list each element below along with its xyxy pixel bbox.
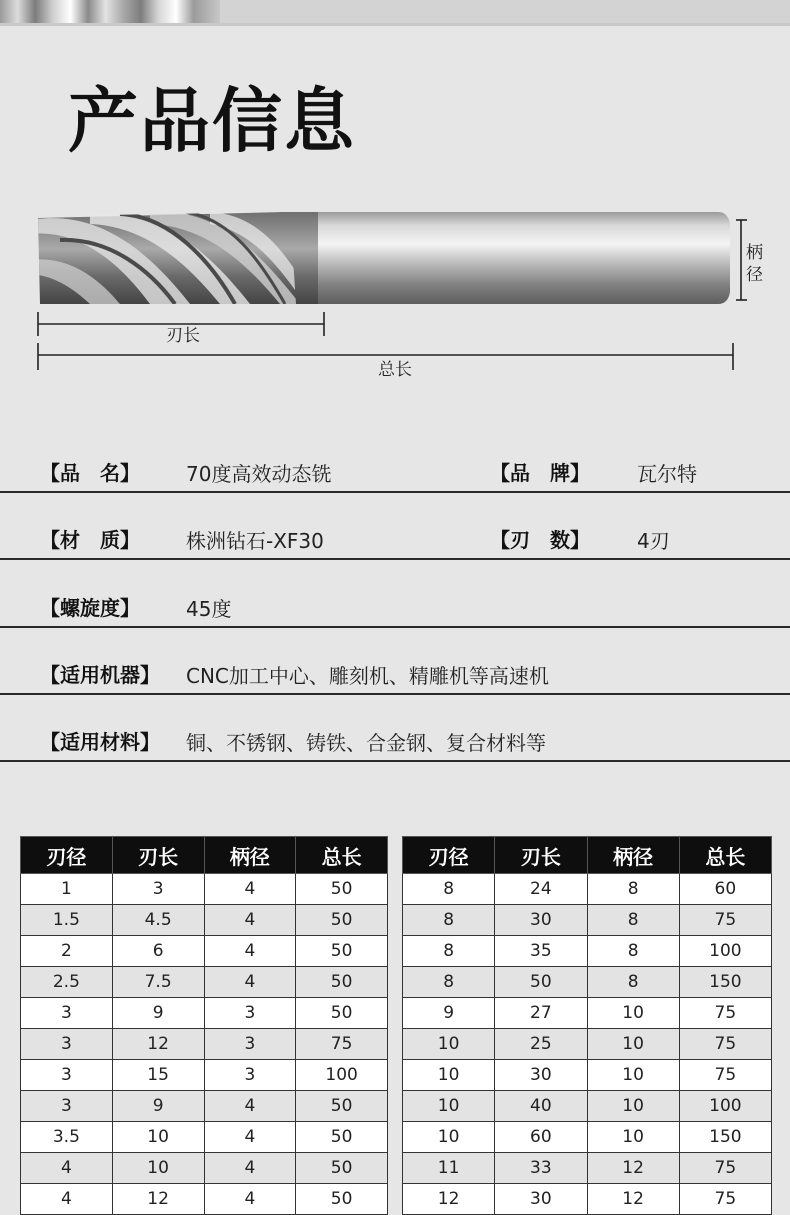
table-row bbox=[21, 1184, 388, 1215]
spec-row-material-flutes bbox=[0, 520, 790, 560]
table-cell: 3 bbox=[204, 1060, 296, 1091]
table-row bbox=[21, 998, 388, 1029]
table-cell: 75 bbox=[296, 1029, 388, 1060]
table-row bbox=[403, 1091, 772, 1122]
table-cell: 30 bbox=[495, 1060, 587, 1091]
table-cell: 10 bbox=[403, 1122, 495, 1153]
spec-row-machines bbox=[0, 655, 790, 695]
table-cell: 100 bbox=[679, 936, 771, 967]
table-cell: 10 bbox=[403, 1091, 495, 1122]
table-cell: 4 bbox=[21, 1184, 113, 1215]
table-cell: 4 bbox=[204, 1153, 296, 1184]
table-cell: 12 bbox=[112, 1029, 204, 1060]
table-cell: 12 bbox=[112, 1184, 204, 1215]
table-cell: 27 bbox=[495, 998, 587, 1029]
spec-key: 【螺旋度】 bbox=[40, 596, 140, 620]
header-flute-diameter: 刃径 bbox=[21, 837, 113, 874]
table-cell: 1.5 bbox=[21, 905, 113, 936]
table-cell: 30 bbox=[495, 1184, 587, 1215]
spec-row-materials bbox=[0, 722, 790, 762]
table-cell: 3 bbox=[204, 998, 296, 1029]
header-flute-length: 刃长 bbox=[112, 837, 204, 874]
table-cell: 6 bbox=[112, 936, 204, 967]
table-cell: 4 bbox=[21, 1153, 113, 1184]
table-cell: 10 bbox=[587, 1029, 679, 1060]
table-cell: 10 bbox=[587, 1122, 679, 1153]
header-shank-diameter: 柄径 bbox=[587, 837, 679, 874]
table-cell: 3 bbox=[112, 874, 204, 905]
table-cell: 10 bbox=[587, 1060, 679, 1091]
table-cell: 2.5 bbox=[21, 967, 113, 998]
spec-value: 4刃 bbox=[637, 529, 670, 553]
table-cell: 4 bbox=[204, 967, 296, 998]
flute-length-label: 刃长 bbox=[166, 326, 200, 346]
spec-key: 【适用机器】 bbox=[40, 663, 160, 687]
table-cell: 50 bbox=[296, 1153, 388, 1184]
table-cell: 75 bbox=[679, 1153, 771, 1184]
divider bbox=[0, 626, 790, 628]
table-cell: 8 bbox=[403, 905, 495, 936]
table-cell: 2 bbox=[21, 936, 113, 967]
table-cell: 50 bbox=[296, 905, 388, 936]
table-cell: 50 bbox=[296, 874, 388, 905]
table-cell: 33 bbox=[495, 1153, 587, 1184]
spec-value: 瓦尔特 bbox=[637, 462, 697, 486]
table-cell: 50 bbox=[296, 936, 388, 967]
table-row bbox=[403, 874, 772, 905]
spec-value: 铜、不锈钢、铸铁、合金钢、复合材料等 bbox=[186, 731, 546, 755]
table-cell: 4 bbox=[204, 905, 296, 936]
spec-row-helix bbox=[0, 588, 790, 628]
header-flute-length: 刃长 bbox=[495, 837, 587, 874]
table-cell: 3 bbox=[21, 998, 113, 1029]
table-row bbox=[21, 967, 388, 998]
table-cell: 50 bbox=[296, 1091, 388, 1122]
page-title: 产品信息 bbox=[68, 80, 356, 162]
table-cell: 10 bbox=[587, 998, 679, 1029]
table-cell: 60 bbox=[495, 1122, 587, 1153]
table-row bbox=[403, 936, 772, 967]
table-cell: 3.5 bbox=[21, 1122, 113, 1153]
table-cell: 30 bbox=[495, 905, 587, 936]
table-cell: 50 bbox=[495, 967, 587, 998]
table-cell: 8 bbox=[403, 874, 495, 905]
total-length-label: 总长 bbox=[378, 360, 412, 380]
table-cell: 8 bbox=[403, 967, 495, 998]
table-row bbox=[21, 1122, 388, 1153]
table-cell: 75 bbox=[679, 905, 771, 936]
table-cell: 7.5 bbox=[112, 967, 204, 998]
table-cell: 1 bbox=[21, 874, 113, 905]
table-row bbox=[21, 905, 388, 936]
table-cell: 40 bbox=[495, 1091, 587, 1122]
table-cell: 10 bbox=[403, 1060, 495, 1091]
header-total-length: 总长 bbox=[679, 837, 771, 874]
table-cell: 10 bbox=[587, 1091, 679, 1122]
table-cell: 150 bbox=[679, 967, 771, 998]
shank-diameter-label: 柄径 bbox=[746, 243, 763, 285]
divider bbox=[0, 760, 790, 762]
table-cell: 3 bbox=[21, 1091, 113, 1122]
header-shank-diameter: 柄径 bbox=[204, 837, 296, 874]
spec-value: 45度 bbox=[186, 597, 232, 621]
table-cell: 75 bbox=[679, 1184, 771, 1215]
divider bbox=[0, 491, 790, 493]
table-row bbox=[403, 998, 772, 1029]
top-product-image-strip bbox=[0, 0, 790, 26]
table-cell: 75 bbox=[679, 1029, 771, 1060]
spec-value: 株洲钻石-XF30 bbox=[186, 529, 324, 553]
table-cell: 9 bbox=[403, 998, 495, 1029]
table-cell: 50 bbox=[296, 967, 388, 998]
spec-key: 【刃 数】 bbox=[490, 528, 590, 552]
divider bbox=[0, 693, 790, 695]
table-row bbox=[21, 1060, 388, 1091]
spec-key: 【品 牌】 bbox=[490, 461, 590, 485]
table-cell: 8 bbox=[587, 967, 679, 998]
table-row bbox=[403, 1029, 772, 1060]
header-flute-diameter: 刃径 bbox=[403, 837, 495, 874]
size-table-right bbox=[402, 836, 772, 1215]
divider bbox=[0, 558, 790, 560]
table-row bbox=[403, 905, 772, 936]
table-cell: 35 bbox=[495, 936, 587, 967]
size-table-left bbox=[20, 836, 388, 1215]
divider bbox=[0, 23, 790, 26]
spec-key: 【品 名】 bbox=[40, 461, 140, 485]
shank bbox=[280, 212, 730, 304]
table-cell: 50 bbox=[296, 1184, 388, 1215]
table-cell: 50 bbox=[296, 998, 388, 1029]
spec-row-name-brand bbox=[0, 453, 790, 493]
table-cell: 4 bbox=[204, 936, 296, 967]
table-cell: 10 bbox=[112, 1153, 204, 1184]
table-cell: 10 bbox=[112, 1122, 204, 1153]
table-cell: 4 bbox=[204, 1184, 296, 1215]
table-cell: 12 bbox=[587, 1184, 679, 1215]
table-cell: 9 bbox=[112, 1091, 204, 1122]
table-cell: 100 bbox=[296, 1060, 388, 1091]
table-cell: 9 bbox=[112, 998, 204, 1029]
table-cell: 8 bbox=[587, 936, 679, 967]
table-row bbox=[21, 874, 388, 905]
table-row bbox=[21, 1091, 388, 1122]
table-cell: 4 bbox=[204, 1091, 296, 1122]
table-cell: 11 bbox=[403, 1153, 495, 1184]
table-cell: 4 bbox=[204, 1122, 296, 1153]
table-cell: 15 bbox=[112, 1060, 204, 1091]
table-cell: 4 bbox=[204, 874, 296, 905]
header-total-length: 总长 bbox=[296, 837, 388, 874]
spec-key: 【适用材料】 bbox=[40, 730, 160, 754]
table-cell: 25 bbox=[495, 1029, 587, 1060]
spec-key: 【材 质】 bbox=[40, 528, 140, 552]
spec-value: CNC加工中心、雕刻机、精雕机等高速机 bbox=[186, 664, 549, 688]
table-cell: 24 bbox=[495, 874, 587, 905]
table-cell: 150 bbox=[679, 1122, 771, 1153]
table-row bbox=[403, 1184, 772, 1215]
table-cell: 50 bbox=[296, 1122, 388, 1153]
table-cell: 8 bbox=[587, 905, 679, 936]
table-cell: 12 bbox=[403, 1184, 495, 1215]
table-row bbox=[403, 1060, 772, 1091]
table-row bbox=[21, 1029, 388, 1060]
spec-value: 70度高效动态铣 bbox=[186, 462, 332, 486]
table-row bbox=[403, 1122, 772, 1153]
table-cell: 8 bbox=[403, 936, 495, 967]
table-cell: 75 bbox=[679, 1060, 771, 1091]
table-cell: 3 bbox=[21, 1029, 113, 1060]
table-cell: 100 bbox=[679, 1091, 771, 1122]
table-row bbox=[403, 967, 772, 998]
table-cell: 10 bbox=[403, 1029, 495, 1060]
table-cell: 3 bbox=[204, 1029, 296, 1060]
table-row bbox=[21, 936, 388, 967]
table-cell: 60 bbox=[679, 874, 771, 905]
table-cell: 12 bbox=[587, 1153, 679, 1184]
table-row bbox=[21, 1153, 388, 1184]
table-cell: 8 bbox=[587, 874, 679, 905]
table-row bbox=[403, 1153, 772, 1184]
table-cell: 75 bbox=[679, 998, 771, 1029]
table-cell: 3 bbox=[21, 1060, 113, 1091]
table-cell: 4.5 bbox=[112, 905, 204, 936]
